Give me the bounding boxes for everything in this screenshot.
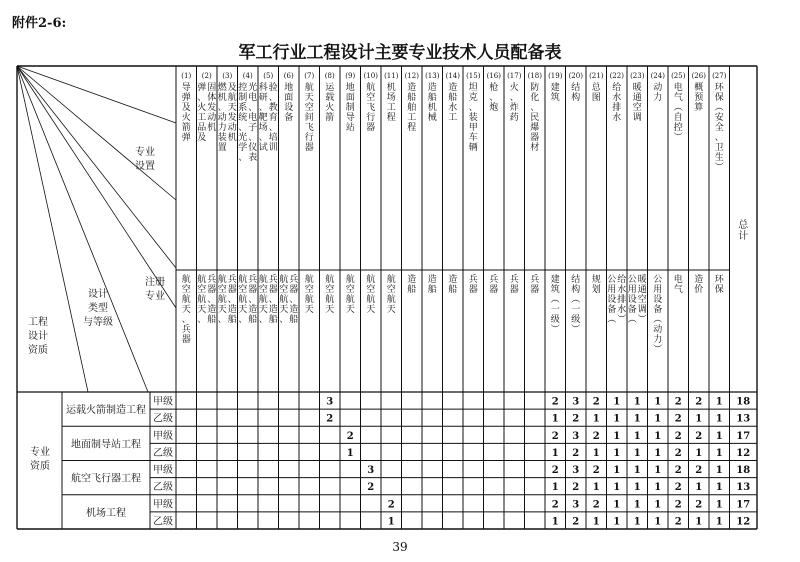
- table-cell: 1: [551, 516, 559, 528]
- column-name: 固体发动机: [207, 83, 217, 133]
- table-cell: 2: [674, 516, 682, 528]
- corner-specialty-setting-1: 专业: [135, 147, 155, 158]
- table-cell: 1: [715, 413, 723, 425]
- table-cell: 1: [633, 413, 641, 425]
- column-name: 燃机、动力装置: [217, 83, 227, 153]
- table-cell: 1: [715, 430, 723, 442]
- table-cell: 1: [613, 430, 621, 442]
- total-cell: 13: [736, 482, 751, 494]
- table-cell: 2: [572, 516, 580, 528]
- column-number: (26): [691, 72, 706, 80]
- corner-registered-1: 注册: [145, 277, 165, 288]
- column-number: (21): [589, 72, 604, 80]
- column-number: (7): [304, 72, 315, 80]
- column-number: (17): [507, 72, 522, 80]
- table-cell: 3: [572, 396, 580, 408]
- column-name: 防化、民爆器材: [530, 83, 540, 153]
- corner-design-type-2: 类型: [88, 303, 108, 314]
- column-number: (15): [466, 72, 481, 80]
- table-cell: 1: [613, 465, 621, 477]
- column-number: (25): [671, 72, 686, 80]
- table-cell: 1: [551, 413, 559, 425]
- column-name: 及航天发动机: [227, 83, 237, 143]
- column-number: (12): [404, 72, 419, 80]
- column-registered: 规划: [591, 275, 601, 295]
- column-registered: 环保: [714, 275, 724, 295]
- table-cell: 2: [551, 396, 559, 408]
- table-cell: 2: [674, 465, 682, 477]
- corner-design-type-3: 与等级: [83, 317, 113, 328]
- table-cell: 2: [551, 465, 559, 477]
- table-cell: 3: [572, 430, 580, 442]
- column-registered: 兵器、造船: [268, 275, 278, 325]
- column-number: (18): [527, 72, 542, 80]
- column-number: (13): [425, 72, 440, 80]
- column-number: (10): [363, 72, 378, 80]
- table-cell: 1: [551, 482, 559, 494]
- table-cell: 1: [695, 413, 703, 425]
- column-name: 环保︵安全、卫生︶: [714, 83, 724, 173]
- table-cell: 1: [592, 516, 600, 528]
- table-cell: 1: [592, 413, 600, 425]
- column-name: 机场工程: [386, 83, 396, 123]
- grade-label: 甲级: [153, 430, 173, 442]
- column-number: (4): [242, 72, 253, 80]
- table-cell: 2: [326, 413, 334, 425]
- column-registered: 暖通空调︶: [637, 275, 647, 325]
- project-name: 航空飞行器工程: [71, 473, 141, 485]
- column-registered: 公用设备︵: [627, 275, 637, 325]
- table-cell: 1: [613, 447, 621, 459]
- column-name: 动力: [653, 83, 663, 103]
- grade-label: 乙级: [153, 516, 173, 528]
- grade-label: 甲级: [153, 465, 173, 477]
- column-number: (27): [712, 72, 727, 80]
- column-registered: 兵器: [509, 275, 519, 295]
- column-registered: 航空航天、: [279, 275, 289, 325]
- table-cell: 1: [715, 516, 723, 528]
- total-cell: 18: [736, 465, 751, 477]
- column-registered: 造船: [427, 275, 437, 295]
- group-label-2: 资质: [30, 461, 50, 472]
- column-registered: 航空航天: [304, 275, 314, 315]
- column-name: 验、教育、培训: [268, 83, 278, 153]
- table-cell: 2: [592, 430, 600, 442]
- column-registered: 兵器、造船: [227, 275, 237, 325]
- column-name: 电气︵自控︶: [673, 83, 683, 143]
- column-number: (14): [445, 72, 460, 80]
- table-cell: 1: [695, 482, 703, 494]
- corner-qualification-2: 设计: [28, 331, 48, 342]
- corner-qualification-1: 工程: [28, 317, 48, 328]
- table-cell: 2: [551, 499, 559, 511]
- column-registered: 兵器: [468, 275, 478, 295]
- table-cell: 2: [674, 482, 682, 494]
- corner-specialty-setting-2: 设置: [135, 161, 155, 172]
- column-name: 结构: [571, 83, 581, 103]
- column-name: 弹、火工品及: [197, 83, 207, 143]
- column-name: 暖通空调: [632, 83, 642, 123]
- table-cell: 2: [592, 465, 600, 477]
- column-registered: 兵器、造船: [248, 275, 258, 325]
- table-cell: 1: [654, 396, 662, 408]
- table-cell: 2: [346, 430, 354, 442]
- grade-label: 乙级: [153, 413, 173, 425]
- column-registered: 造船: [448, 275, 458, 295]
- corner-diagonal: [17, 66, 176, 308]
- column-registered: 给水排水︶: [617, 275, 627, 325]
- column-registered: 兵器、造船: [207, 275, 217, 325]
- table-cell: 1: [613, 499, 621, 511]
- column-name: 枪、炮: [489, 83, 499, 113]
- table-cell: 1: [715, 499, 723, 511]
- table-cell: 1: [633, 396, 641, 408]
- project-name: 机场工程: [86, 507, 126, 519]
- column-number: (3): [222, 72, 233, 80]
- column-number: (23): [630, 72, 645, 80]
- column-registered: 航空航天: [325, 275, 335, 315]
- column-registered: 造船: [407, 275, 417, 295]
- group-label-1: 专业: [30, 447, 50, 458]
- table-cell: 1: [633, 482, 641, 494]
- column-registered: 航空航天、: [197, 275, 207, 325]
- column-name: 总图: [591, 83, 601, 103]
- column-registered: 兵器、造船: [289, 275, 299, 325]
- table-cell: 1: [654, 482, 662, 494]
- column-number: (9): [345, 72, 356, 80]
- table-cell: 2: [674, 396, 682, 408]
- table-cell: 3: [326, 396, 334, 408]
- column-registered: 兵器: [489, 275, 499, 295]
- corner-qualification-3: 资质: [28, 345, 48, 356]
- column-registered: 航空航天、: [238, 275, 248, 325]
- table-cell: 2: [674, 413, 682, 425]
- column-number: (5): [263, 72, 274, 80]
- table-cell: 1: [633, 430, 641, 442]
- page-title: 军工行业工程设计主要专业技术人员配备表: [238, 43, 562, 63]
- table-cell: 2: [551, 430, 559, 442]
- column-registered: 造价: [694, 275, 704, 295]
- column-registered: 公用设备︵动力︶: [653, 275, 663, 355]
- table-cell: 1: [613, 413, 621, 425]
- table-cell: 2: [367, 482, 375, 494]
- column-name: 火、炸药: [509, 83, 519, 123]
- project-name: 运载火箭制造工程: [66, 405, 146, 417]
- table-cell: 2: [674, 430, 682, 442]
- table-cell: 1: [633, 447, 641, 459]
- table-cell: 1: [633, 465, 641, 477]
- total-cell: 18: [736, 396, 751, 408]
- column-registered: 航空航天: [345, 275, 355, 315]
- column-name: 光电、电子、仪表: [248, 83, 258, 163]
- table-cell: 1: [695, 447, 703, 459]
- table-cell: 1: [715, 396, 723, 408]
- attachment-label: 附件2-6:: [12, 16, 67, 31]
- table-cell: 1: [346, 447, 354, 459]
- table-cell: 2: [592, 396, 600, 408]
- column-name: 概预算: [694, 83, 704, 113]
- corner-design-type-1: 设计: [88, 289, 108, 300]
- column-registered: 建筑︵一级︶: [550, 275, 560, 335]
- grade-label: 乙级: [153, 447, 173, 459]
- column-number: (1): [181, 72, 192, 80]
- total-header: 总计: [738, 220, 749, 242]
- column-registered: 航空航天、: [217, 275, 227, 325]
- total-cell: 17: [736, 430, 751, 442]
- corner-diagonal: [17, 66, 88, 392]
- table-cell: 1: [613, 482, 621, 494]
- column-registered: 电气: [673, 275, 683, 295]
- column-name: 导弹及火箭弹: [181, 83, 191, 143]
- table-cell: 1: [715, 465, 723, 477]
- column-name: 运载火箭: [325, 83, 335, 123]
- table-cell: 2: [695, 430, 703, 442]
- column-registered: 公用设备︵: [607, 275, 617, 325]
- table-cell: 1: [695, 516, 703, 528]
- column-registered: 航空航天、: [258, 275, 268, 325]
- table-cell: 2: [572, 413, 580, 425]
- table-cell: 1: [613, 396, 621, 408]
- column-name: 控制系统、光学、: [238, 83, 248, 163]
- table-cell: 1: [633, 499, 641, 511]
- table-cell: 2: [695, 465, 703, 477]
- table-cell: 2: [572, 447, 580, 459]
- table-cell: 1: [654, 447, 662, 459]
- column-registered: 航空航天、兵器: [181, 275, 191, 345]
- column-number: (19): [548, 72, 563, 80]
- table-cell: 2: [572, 482, 580, 494]
- corner-registered-2: 专业: [145, 291, 165, 302]
- total-cell: 17: [736, 499, 751, 511]
- column-name: 坦克、装甲车辆: [468, 83, 478, 153]
- table-cell: 1: [387, 516, 395, 528]
- column-registered: 航空航天: [386, 275, 396, 315]
- column-registered: 兵器: [530, 275, 540, 295]
- column-name: 造船水工: [448, 83, 458, 123]
- column-name: 给水排水: [612, 83, 622, 123]
- table-cell: 1: [592, 482, 600, 494]
- column-name: 科研、靶场、试: [258, 83, 268, 153]
- column-name: 造船舶工程: [407, 83, 417, 133]
- table-cell: 1: [654, 430, 662, 442]
- column-registered: 航空航天: [366, 275, 376, 315]
- table-cell: 1: [551, 447, 559, 459]
- grade-label: 甲级: [153, 499, 173, 511]
- column-number: (6): [283, 72, 294, 80]
- grade-label: 乙级: [153, 482, 173, 494]
- column-number: (2): [201, 72, 212, 80]
- column-number: (11): [384, 72, 399, 80]
- column-number: (22): [609, 72, 624, 80]
- corner-diagonal: [17, 66, 176, 200]
- corner-diagonal: [17, 66, 148, 392]
- column-name: 造船机械: [427, 83, 437, 123]
- table-cell: 1: [654, 499, 662, 511]
- table-cell: 3: [572, 465, 580, 477]
- column-number: (16): [486, 72, 501, 80]
- corner-diagonal: [17, 66, 176, 123]
- column-name: 航天空间飞行器: [304, 83, 314, 153]
- column-number: (20): [568, 72, 583, 80]
- page-number: 39: [392, 540, 408, 554]
- column-name: 建筑: [550, 83, 560, 103]
- total-cell: 12: [736, 516, 751, 528]
- table-cell: 1: [654, 413, 662, 425]
- table-cell: 2: [695, 396, 703, 408]
- table-cell: 1: [633, 516, 641, 528]
- table-cell: 2: [592, 499, 600, 511]
- column-registered: 结构︵一级︶: [571, 275, 581, 335]
- table-cell: 3: [572, 499, 580, 511]
- table-cell: 2: [695, 499, 703, 511]
- column-number: (24): [650, 72, 665, 80]
- table-cell: 1: [654, 516, 662, 528]
- project-name: 地面制导站工程: [71, 439, 141, 451]
- total-cell: 13: [736, 413, 751, 425]
- grade-label: 甲级: [153, 396, 173, 408]
- total-cell: 12: [736, 447, 751, 459]
- table-cell: 1: [654, 465, 662, 477]
- column-name: 航空飞行器: [366, 83, 376, 133]
- column-name: 地面设备: [284, 83, 294, 123]
- column-number: (8): [324, 72, 335, 80]
- table-cell: 1: [715, 482, 723, 494]
- table-cell: 1: [592, 447, 600, 459]
- table-cell: 1: [715, 447, 723, 459]
- column-name: 地面制导站: [345, 83, 355, 133]
- table-cell: 2: [387, 499, 395, 511]
- table-cell: 2: [674, 447, 682, 459]
- table-cell: 3: [367, 465, 375, 477]
- table-cell: 1: [613, 516, 621, 528]
- table-cell: 2: [674, 499, 682, 511]
